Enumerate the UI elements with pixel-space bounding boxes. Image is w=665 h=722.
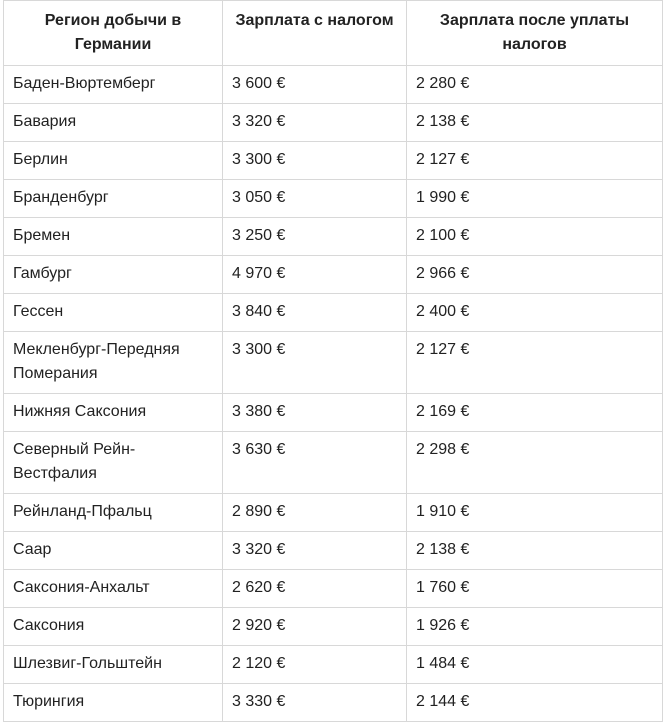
table-row	[4, 646, 663, 684]
cell-region: Нижняя Саксония	[4, 394, 223, 432]
table-row	[4, 218, 663, 256]
cell-net: 2 298 €	[407, 432, 663, 494]
cell-gross: 3 050 €	[223, 180, 407, 218]
cell-net: 2 280 €	[407, 66, 663, 104]
cell-region: Саксония	[4, 608, 223, 646]
table-row	[4, 256, 663, 294]
salary-table	[3, 0, 663, 722]
cell-region: Саар	[4, 532, 223, 570]
cell-gross: 3 600 €	[223, 66, 407, 104]
cell-net: 2 966 €	[407, 256, 663, 294]
cell-region: Саксония-Анхальт	[4, 570, 223, 608]
cell-gross: 3 320 €	[223, 532, 407, 570]
cell-net: 2 144 €	[407, 684, 663, 722]
cell-gross: 2 620 €	[223, 570, 407, 608]
table-row	[4, 494, 663, 532]
table-row	[4, 684, 663, 722]
cell-region: Мекленбург-Передняя Померания	[4, 332, 223, 394]
table-row	[4, 180, 663, 218]
cell-net: 2 138 €	[407, 532, 663, 570]
cell-net: 2 400 €	[407, 294, 663, 332]
cell-region: Тюрингия	[4, 684, 223, 722]
table-row	[4, 532, 663, 570]
cell-net: 2 169 €	[407, 394, 663, 432]
cell-gross: 3 330 €	[223, 684, 407, 722]
table-row	[4, 142, 663, 180]
cell-net: 1 910 €	[407, 494, 663, 532]
cell-region: Бранденбург	[4, 180, 223, 218]
cell-gross: 2 890 €	[223, 494, 407, 532]
cell-gross: 3 320 €	[223, 104, 407, 142]
table-body	[4, 66, 663, 722]
table-row	[4, 570, 663, 608]
cell-net: 2 127 €	[407, 332, 663, 394]
table-row	[4, 66, 663, 104]
cell-gross: 3 630 €	[223, 432, 407, 494]
cell-gross: 2 120 €	[223, 646, 407, 684]
cell-gross: 2 920 €	[223, 608, 407, 646]
cell-gross: 3 300 €	[223, 332, 407, 394]
cell-net: 2 138 €	[407, 104, 663, 142]
cell-gross: 3 380 €	[223, 394, 407, 432]
cell-gross: 4 970 €	[223, 256, 407, 294]
table-row	[4, 294, 663, 332]
cell-gross: 3 840 €	[223, 294, 407, 332]
table-header	[4, 1, 663, 66]
cell-gross: 3 250 €	[223, 218, 407, 256]
cell-region: Берлин	[4, 142, 223, 180]
cell-region: Шлезвиг-Гольштейн	[4, 646, 223, 684]
cell-net: 1 484 €	[407, 646, 663, 684]
cell-gross: 3 300 €	[223, 142, 407, 180]
cell-net: 2 127 €	[407, 142, 663, 180]
header-gross-salary: Зарплата с налогом	[223, 1, 407, 66]
header-row	[4, 1, 663, 66]
header-net-salary: Зарплата после уплаты налогов	[407, 1, 663, 66]
cell-net: 2 100 €	[407, 218, 663, 256]
cell-region: Бремен	[4, 218, 223, 256]
cell-region: Северный Рейн-Вестфалия	[4, 432, 223, 494]
cell-net: 1 990 €	[407, 180, 663, 218]
cell-region: Гессен	[4, 294, 223, 332]
cell-region: Баден-Вюртемберг	[4, 66, 223, 104]
table-row	[4, 432, 663, 494]
table-row	[4, 332, 663, 394]
cell-net: 1 926 €	[407, 608, 663, 646]
cell-net: 1 760 €	[407, 570, 663, 608]
table-row	[4, 104, 663, 142]
cell-region: Гамбург	[4, 256, 223, 294]
cell-region: Бавария	[4, 104, 223, 142]
cell-region: Рейнланд-Пфальц	[4, 494, 223, 532]
table-row	[4, 394, 663, 432]
header-region: Регион добычи в Германии	[4, 1, 223, 66]
table-row	[4, 608, 663, 646]
